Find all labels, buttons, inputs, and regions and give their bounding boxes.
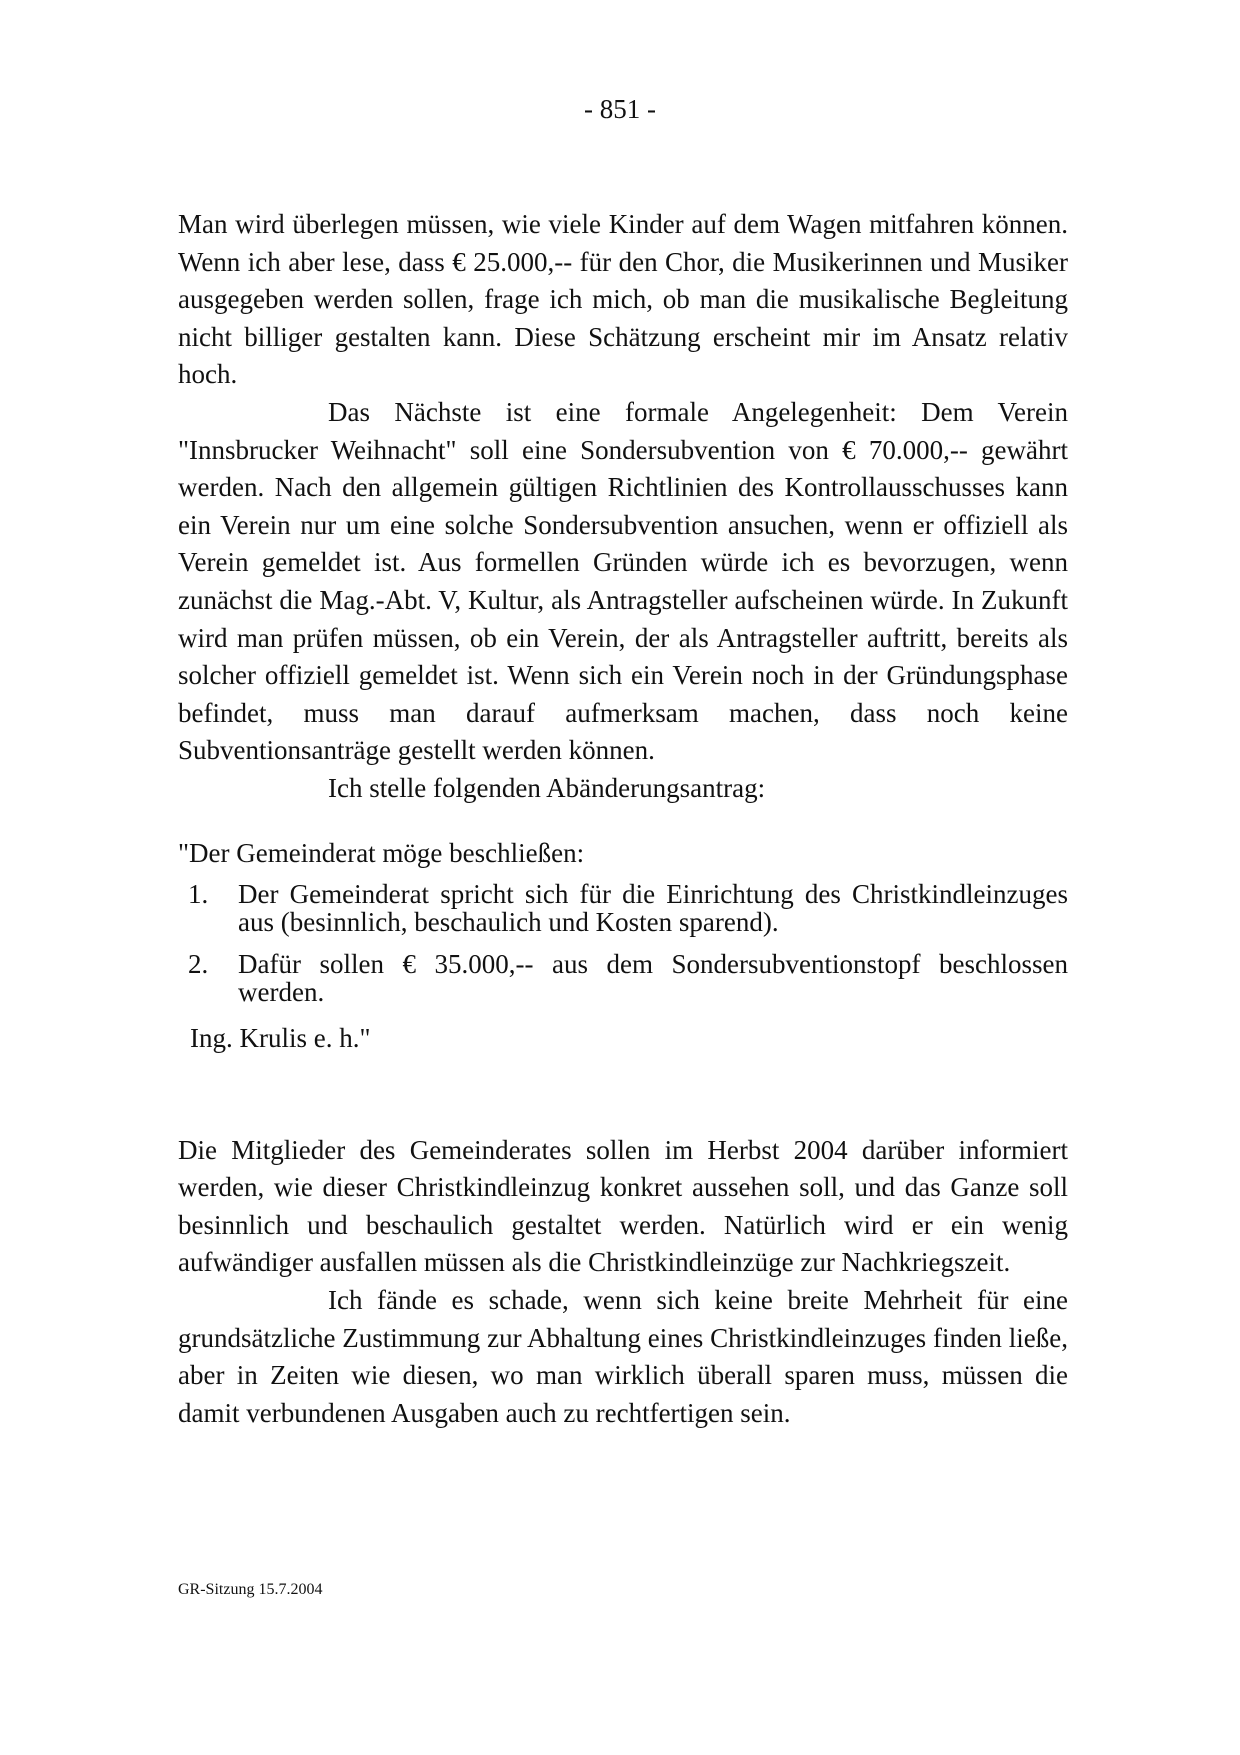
motion-item bbox=[178, 880, 1068, 936]
paragraph-formal-matter: Das Nächste ist eine formale Angelegenheit: Dem Verein "Innsbrucker Weihnacht" soll eine Sondersubvention von € 70.000,-- gewährt werden. Nach den allgemein gültigen Richtlinien des Kontrollausschusses kann ein Verein nur um eine solche Sondersubvention ansuchen, wenn er offiziell als Verein gemeldet ist. Aus formellen Gründen würde ich es bevorzugen, wenn zunächst die Mag.-Abt. V, Kultur, als Antragsteller aufscheinen würde. In Zukunft wird man prüfen müssen, ob ein Verein, der als Antragsteller auftritt, bereits als solcher offiziell gemeldet ist. Wenn sich ein Verein noch in der Gründungsphase befindet, muss man darauf aufmerksam machen, dass noch keine Subventionsanträge gestellt werden können. bbox=[178, 396, 1068, 766]
motion-signature: Ing. Krulis e. h." bbox=[190, 1023, 371, 1054]
document-body bbox=[178, 206, 1068, 1432]
motion-list bbox=[178, 880, 1068, 1006]
paragraph-closing-remark: Ich fände es schade, wenn sich keine breite Mehrheit für eine grundsätzliche Zustimmung zur Abhaltung eines Christkindleinzuges finden ließe, aber in Zeiten wie diesen, wo man wirklich überall sparen muss, müssen die damit verbundenen Ausgaben auch zu rechtfertigen sein. bbox=[178, 1285, 1068, 1428]
paragraph-council-information: Die Mitglieder des Gemeinderates sollen im Herbst 2004 darüber informiert werden, wie dieser Christkindleinzug konkret aussehen soll, und das Ganze soll besinnlich und beschaulich gestaltet werden. Natürlich wird er ein wenig aufwändiger ausfallen müssen als die Christkindleinzüge zur Nachkriegszeit. bbox=[178, 1134, 1068, 1278]
motion-item-text: Dafür sollen € 35.000,-- aus dem Sondersubventionstopf beschlossen werden. bbox=[238, 949, 1068, 1008]
motion-item-number: 2. bbox=[188, 949, 209, 980]
page-number: - 851 - bbox=[584, 94, 656, 124]
amendment-motion bbox=[178, 835, 1068, 1058]
footer-session-date: GR-Sitzung 15.7.2004 bbox=[178, 1581, 323, 1598]
motion-item bbox=[178, 950, 1068, 1006]
paragraph-amendment-intro: Ich stelle folgenden Abänderungsantrag: bbox=[328, 772, 766, 803]
motion-item-text: Der Gemeinderat spricht sich für die Einrichtung des Christkindleinzuges aus (besinnlich, beschaulich und Kosten sparend). bbox=[238, 879, 1068, 938]
motion-item-number: 1. bbox=[188, 879, 209, 910]
motion-intro: "Der Gemeinderat möge beschließen: bbox=[178, 837, 585, 868]
paragraph-choir-costs: Man wird überlegen müssen, wie viele Kinder auf dem Wagen mitfahren können. Wenn ich aber lese, dass € 25.000,-- für den Chor, die Musikerinnen und Musiker ausgegeben werden sollen, frage ich mich, ob man die musikalische Begleitung nicht billiger gestalten kann. Diese Schätzung erscheint mir im Ansatz relativ hoch. bbox=[178, 209, 1068, 390]
